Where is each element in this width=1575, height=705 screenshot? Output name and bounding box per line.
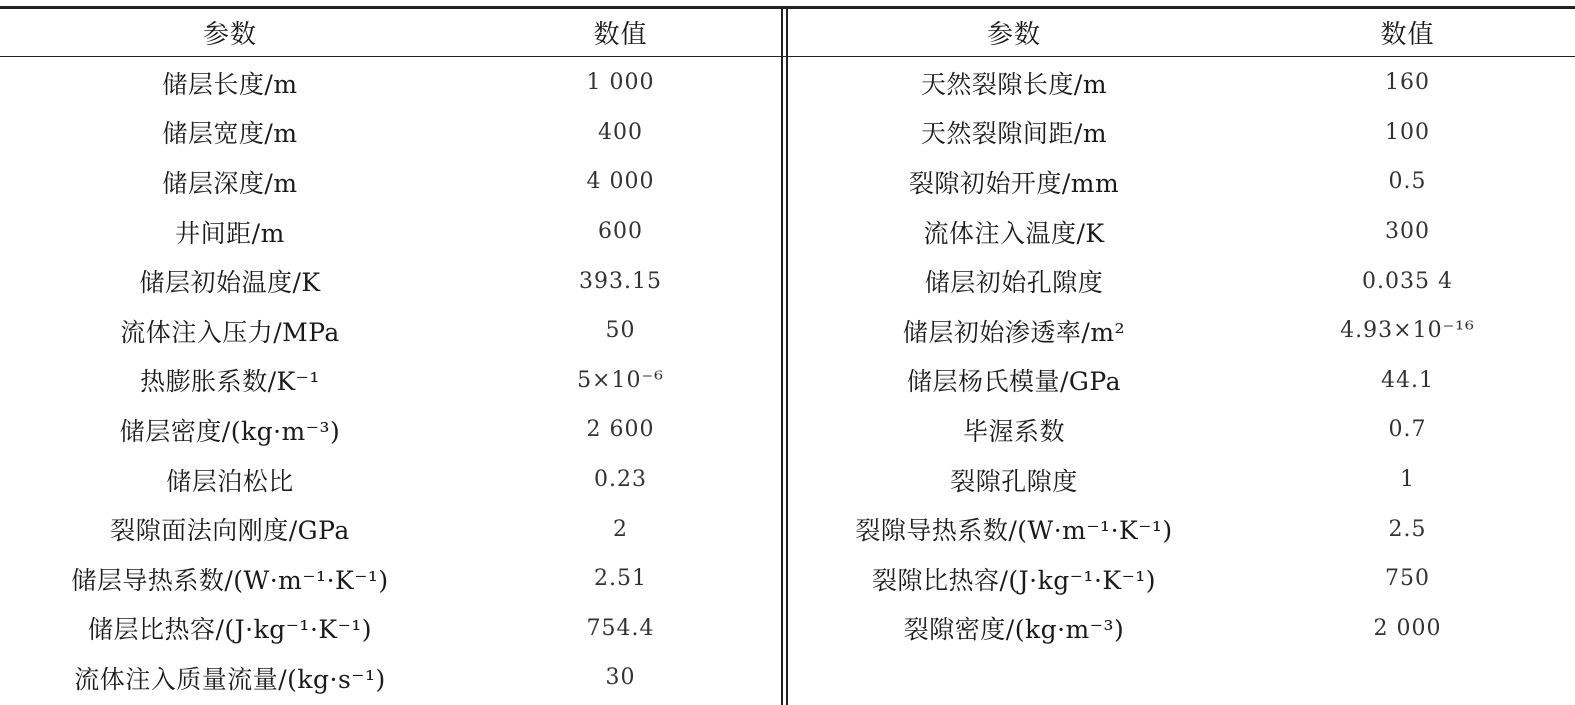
table-row [788, 256, 1575, 306]
param-cell: 井间距/m [175, 218, 285, 248]
table-row [788, 504, 1575, 554]
param-cell: 热膨胀系数/K⁻¹ [140, 367, 320, 397]
value-cell: 50 [605, 318, 636, 344]
table-row [0, 58, 781, 108]
param-cell: 储层杨氏模量/GPa [907, 367, 1121, 397]
table-row [0, 306, 781, 356]
value-cell: 0.035 4 [1362, 268, 1453, 294]
param-cell: 储层深度/m [162, 168, 298, 198]
table-row [0, 504, 781, 554]
value-cell: 160 [1385, 70, 1430, 96]
param-cell: 裂隙孔隙度 [950, 466, 1078, 496]
param-cell: 储层泊松比 [166, 466, 294, 496]
value-cell: 2 000 [1373, 615, 1442, 641]
value-cell: 1 [1400, 467, 1415, 493]
param-cell: 裂隙导热系数/(W·m⁻¹·K⁻¹) [855, 516, 1173, 546]
table-row [788, 405, 1575, 455]
param-cell: 储层初始孔隙度 [924, 268, 1104, 298]
param-cell: 天然裂隙长度/m [920, 69, 1108, 99]
table-row [788, 554, 1575, 604]
table-row [788, 58, 1575, 108]
left-rows [0, 58, 781, 703]
table-row [788, 356, 1575, 406]
param-cell: 流体注入压力/MPa [120, 317, 340, 347]
value-cell: 100 [1385, 119, 1430, 145]
table-row [0, 207, 781, 257]
value-cell: 5×10⁻⁶ [577, 367, 664, 393]
value-cell: 0.7 [1388, 417, 1427, 443]
value-cell: 1 000 [586, 70, 655, 96]
table-row [788, 604, 1575, 654]
param-cell: 裂隙面法向刚度/GPa [110, 516, 350, 546]
right-header-value: 数值 [1380, 20, 1435, 50]
value-cell: 750 [1385, 566, 1430, 592]
param-cell: 裂隙比热容/(J·kg⁻¹·K⁻¹) [871, 565, 1157, 595]
param-cell: 毕渥系数 [962, 416, 1065, 446]
value-cell: 44.1 [1381, 367, 1434, 393]
table-row [0, 554, 781, 604]
param-cell: 天然裂隙间距/m [920, 119, 1108, 149]
value-cell: 2.5 [1388, 516, 1427, 542]
table-row [0, 604, 781, 654]
value-cell: 600 [598, 219, 643, 245]
table-row [0, 157, 781, 207]
table-row [788, 306, 1575, 356]
left-header-value: 数值 [593, 20, 648, 50]
value-cell: 393.15 [579, 268, 662, 294]
param-cell: 裂隙密度/(kg·m⁻³) [903, 615, 1125, 645]
value-cell: 2 600 [586, 417, 655, 443]
table-row [0, 405, 781, 455]
value-cell: 2.51 [594, 566, 647, 592]
param-cell: 裂隙初始开度/mm [908, 168, 1120, 198]
table-column-divider [781, 6, 783, 705]
right-rows [788, 58, 1575, 653]
table-row [0, 653, 781, 703]
param-cell: 储层密度/(kg·m⁻³) [119, 416, 341, 446]
value-cell: 0.5 [1388, 169, 1427, 195]
value-cell: 300 [1385, 219, 1430, 245]
param-cell: 储层导热系数/(W·m⁻¹·K⁻¹) [71, 565, 389, 595]
param-cell: 储层比热容/(J·kg⁻¹·K⁻¹) [87, 615, 373, 645]
value-cell: 400 [598, 119, 643, 145]
value-cell: 754.4 [586, 615, 655, 641]
value-cell: 30 [605, 665, 636, 691]
table-row [0, 256, 781, 306]
param-cell: 储层宽度/m [162, 119, 298, 149]
value-cell: 2 [613, 516, 628, 542]
value-cell: 0.23 [594, 467, 647, 493]
table-row [0, 455, 781, 505]
value-cell: 4.93×10⁻¹⁶ [1340, 318, 1475, 344]
param-cell: 流体注入温度/K [923, 218, 1105, 248]
param-cell: 储层长度/m [162, 69, 298, 99]
param-cell: 储层初始温度/K [139, 268, 321, 298]
table-row [788, 157, 1575, 207]
table-row [788, 108, 1575, 158]
left-header-param: 参数 [202, 20, 257, 50]
table-row [0, 356, 781, 406]
param-cell: 储层初始渗透率/m² [902, 317, 1126, 347]
table-row [788, 207, 1575, 257]
table-row [0, 108, 781, 158]
table-row [788, 455, 1575, 505]
param-cell: 流体注入质量流量/(kg·s⁻¹) [74, 664, 386, 694]
value-cell: 4 000 [586, 169, 655, 195]
right-header-param: 参数 [986, 20, 1041, 50]
